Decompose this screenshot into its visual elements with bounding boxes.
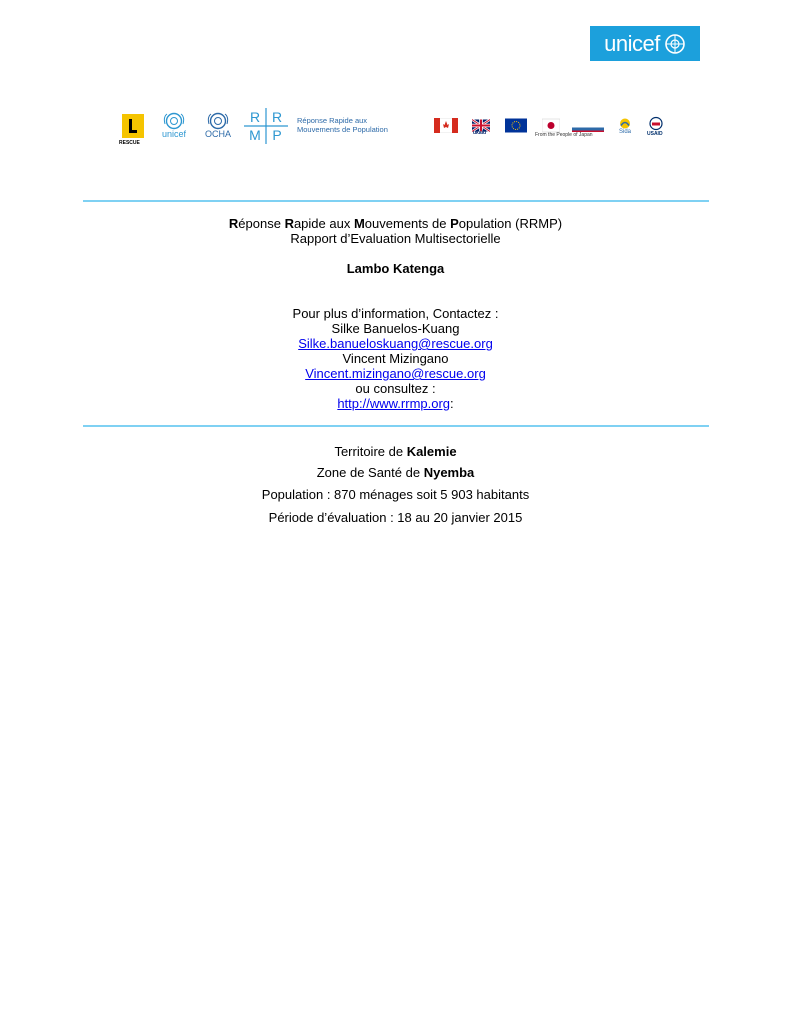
unicef-small-logo: [158, 112, 190, 139]
rrmp-letter: M: [249, 127, 261, 143]
sida-caption: Sida: [619, 129, 632, 135]
rrmp-letter: R: [271, 109, 283, 125]
contact-person1-email-link[interactable]: Silke.banueloskuang@rescue.org: [298, 336, 493, 351]
irc-logo: [122, 114, 144, 138]
contact-person2-name: Vincent Mizingano: [342, 351, 449, 366]
rrmp-letter: R: [249, 109, 261, 125]
website-link[interactable]: http://www.rrmp.org: [337, 396, 451, 411]
website-row: [0, 396, 791, 411]
unicef-small-caption: unicef: [161, 129, 187, 139]
report-title-line2: Rapport d’Evaluation Multisectorielle: [290, 231, 501, 246]
rrmp-logo-text: [297, 116, 388, 134]
territoire-line: Territoire de Kalemie: [334, 444, 457, 459]
contact-intro: Pour plus d’information, Contactez :: [292, 306, 499, 321]
canada-flag-icon: [434, 118, 458, 133]
periode-line: Période d’évaluation : 18 au 20 janvier 2015: [268, 510, 523, 525]
ocha-logo: [202, 112, 234, 139]
irc-caption: RESCUE: [119, 140, 140, 146]
zone-line: Zone de Santé de Nyemba: [316, 465, 475, 480]
consult-text: ou consultez :: [355, 381, 436, 396]
territoire-value: Kalemie: [406, 444, 457, 459]
rrmp-text-line2: Mouvements de Population: [297, 125, 388, 134]
ukaid-caption: ukaid: [473, 130, 487, 136]
website-suffix: :: [450, 396, 454, 411]
bottom-divider: [83, 425, 709, 427]
population-line: Population : 870 ménages soit 5 903 habitants: [261, 487, 530, 502]
unicef-globe-icon: [163, 112, 185, 130]
zone-value: Nyemba: [423, 465, 475, 480]
contact-person2-email-row: [0, 366, 791, 381]
eu-flag-icon: [505, 118, 527, 133]
contact-person2-email-link[interactable]: Vincent.mizingano@rescue.org: [305, 366, 486, 381]
ocha-caption: OCHA: [204, 129, 231, 139]
top-divider: [83, 200, 709, 202]
rrmp-letter: P: [272, 127, 282, 143]
japan-flag-icon: [542, 118, 560, 133]
unicef-logo: [590, 26, 700, 61]
irc-mark-icon: [129, 119, 137, 133]
location-name: Lambo Katenga: [346, 261, 445, 276]
contact-person1-email-row: [0, 336, 791, 351]
usaid-seal-icon: [648, 116, 664, 131]
report-title-line1: Réponse Rapide aux Mouvements de Population (RRMP): [228, 216, 563, 231]
rrmp-logo-grid: [244, 108, 288, 144]
unicef-logo-text: unicef: [604, 30, 660, 56]
globe-icon: [664, 33, 686, 55]
un-emblem-icon: [207, 112, 229, 130]
japan-caption: From the People of Japan: [535, 132, 593, 138]
usaid-caption: USAID: [647, 131, 663, 137]
contact-person1-name: Silke Banuelos-Kuang: [331, 321, 460, 336]
rrmp-text-line1: Réponse Rapide aux: [297, 116, 368, 125]
donor-banner-icon: [572, 122, 604, 137]
